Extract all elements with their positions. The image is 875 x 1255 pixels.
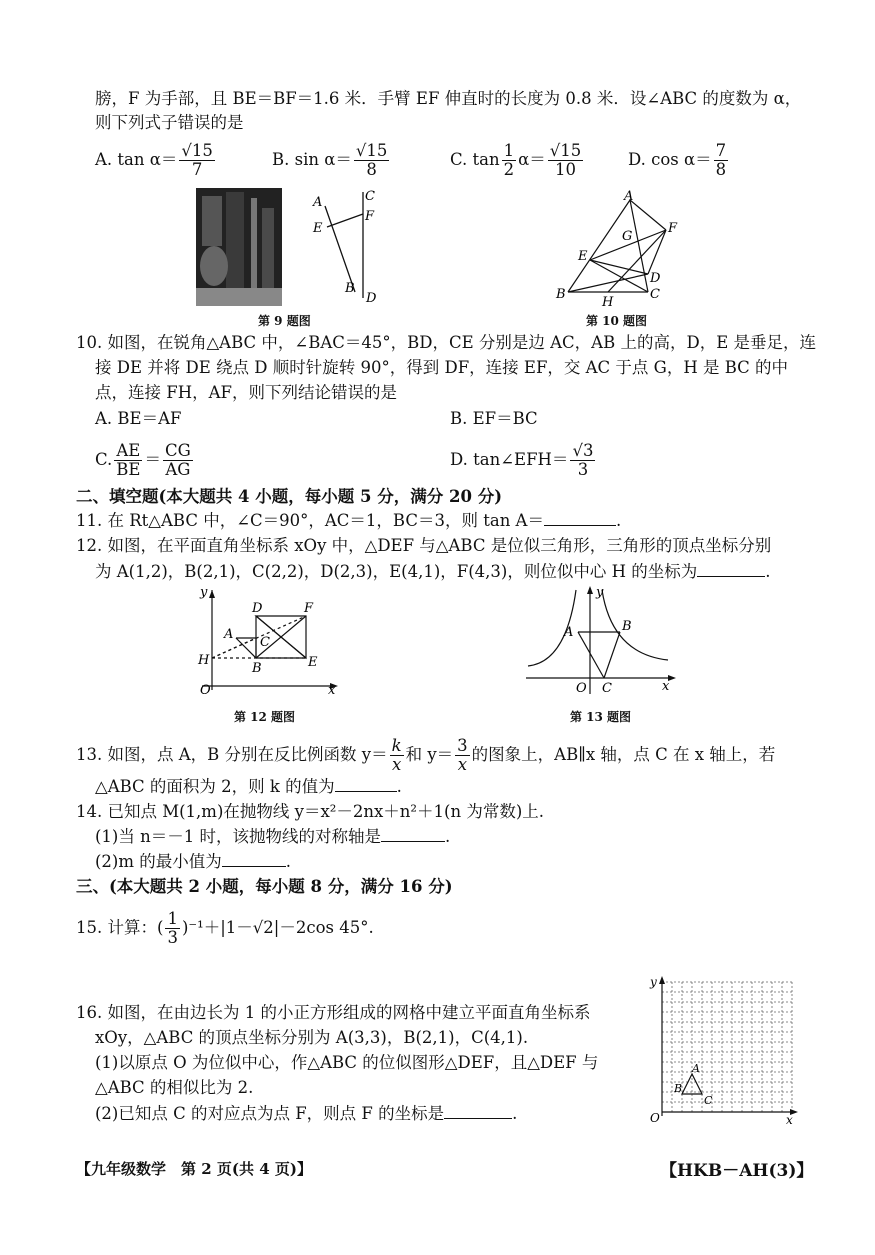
q12-label: y [200, 586, 208, 600]
q12-label: C [260, 635, 270, 650]
q13-right-curve [602, 590, 668, 660]
q9-photo [196, 188, 282, 306]
q12-label: B [252, 661, 262, 676]
q11-end: . [615, 511, 622, 530]
q16-label: B [674, 1082, 683, 1095]
q13-label: C [602, 681, 612, 696]
q9-option-b [272, 142, 391, 179]
q14-part1-blank[interactable] [381, 827, 445, 842]
q10-label: C [650, 287, 660, 302]
q10-label: A [624, 189, 634, 204]
fraction-denominator: 3 [167, 928, 178, 947]
q16-end: . [512, 1104, 518, 1123]
q9-option-a-fraction [179, 142, 215, 179]
q16-label: O [650, 1111, 660, 1124]
q16-line3: (1)以原点 O 为位似中心，作△ABC 的位似图形△DEF，且△DEF 与 [95, 1053, 599, 1072]
q16-answer-blank[interactable] [444, 1104, 512, 1119]
fraction-numerator: k [391, 736, 402, 755]
fraction-denominator: 10 [555, 160, 577, 179]
fraction-denominator: 3 [577, 460, 589, 479]
fraction-numerator: CG [164, 441, 191, 460]
q13-text-a: 13. 如图，点 A，B 分别在反比例函数 y＝ [76, 745, 388, 764]
q13-label: B [622, 619, 632, 634]
q12-line1: 12. 如图，在平面直角坐标系 xOy 中，△DEF 与△ABC 是位似三角形，三角形的顶点坐标分别 [76, 536, 772, 555]
fraction-numerator: √15 [181, 141, 213, 160]
q11-answer-blank[interactable] [544, 511, 616, 526]
q13-text-b: 和 y＝ [405, 745, 454, 764]
q12-label: F [304, 601, 314, 616]
q16-line2: xOy，△ABC 的顶点坐标分别为 A(3,3)，B(2,1)，C(4,1). [95, 1028, 529, 1047]
q9-option-d-label: D. cos α＝ [628, 150, 712, 169]
q9-option-b-fraction [354, 142, 390, 179]
q9-label: A [313, 195, 323, 210]
q13-label: A [564, 625, 574, 640]
q14-line3-text: (2)m 的最小值为 [95, 852, 222, 871]
q10-line2: 接 DE 并将 DE 绕点 D 顺时针旋转 90°，得到 DF，连接 EF，交 AC 于点 G，H 是 BC 的中 [95, 358, 789, 377]
q13-3-fraction [455, 737, 470, 774]
q10-option-c-frac2 [163, 442, 193, 479]
q13-label: y [596, 585, 604, 600]
q12-label: A [224, 627, 234, 642]
fraction-numerator: 7 [715, 141, 727, 160]
q14-end: . [445, 827, 451, 846]
q13-line1 [76, 737, 775, 774]
q10-label: G [622, 229, 633, 244]
fraction-denominator: 2 [503, 160, 515, 179]
q13-diagram [522, 584, 678, 698]
q9-label: B [345, 281, 355, 296]
q9-option-a-label: A. tan α＝ [95, 150, 178, 169]
q12-label: H [198, 653, 210, 668]
q16-grid-diagram [648, 974, 798, 1124]
q9-option-c [450, 142, 585, 179]
q9-label: C [365, 189, 375, 204]
q9-line2: 则下列式子错误的是 [95, 113, 244, 132]
q10-diagram [548, 188, 688, 310]
fraction-denominator: AG [165, 460, 191, 479]
q12-diagram [192, 586, 342, 698]
q10-option-d-fraction [570, 442, 595, 479]
fraction-numerator: AE [114, 442, 142, 461]
q11-text: 11. 在 Rt△ABC 中，∠C＝90°，AC＝1，BC＝3，则 tan A＝ [76, 511, 544, 530]
q12-label: E [308, 655, 318, 670]
q9-line1: 膀，F 为手部，且 BE＝BF＝1.6 米．手臂 EF 伸直时的长度为 0.8 米．设∠ABC 的度数为 α， [95, 89, 802, 108]
q12-figure-caption: 第 12 题图 [234, 710, 296, 724]
q16-label: A [692, 1062, 700, 1075]
fraction-numerator: √15 [549, 141, 582, 160]
q10-option-a: A. BE＝AF [95, 409, 182, 428]
q11-line [76, 510, 621, 532]
q12-end: . [765, 562, 771, 581]
q9-option-c-label: C. tan [450, 150, 500, 169]
q15-line [76, 910, 374, 947]
q10-option-c-frac1 [114, 442, 142, 479]
q13-end: . [396, 777, 402, 796]
q10-option-c-label: C. [95, 450, 113, 469]
q14-part2-blank[interactable] [222, 852, 286, 867]
fraction-denominator: BE [116, 460, 141, 479]
q10-label: E [578, 249, 588, 264]
fraction-numerator: 1 [503, 141, 515, 160]
fraction-numerator: √3 [572, 441, 594, 460]
q9-option-b-label: B. sin α＝ [272, 150, 352, 169]
q16-label: y [650, 975, 657, 989]
q9-label: E [313, 221, 323, 236]
q13-line2 [95, 776, 402, 798]
footer-right: 【HKB－AH(3)】 [660, 1161, 814, 1181]
q9-option-c-mid: α＝ [518, 150, 546, 169]
q15-fraction [165, 910, 180, 947]
q12-label: x [328, 683, 336, 698]
q12-label: O [200, 683, 211, 698]
q9-segment-ef [327, 214, 363, 227]
q10-option-c-equals: ＝ [144, 450, 161, 469]
q9-figure-caption: 第 9 题图 [258, 314, 311, 328]
q13-label: O [576, 681, 587, 696]
section-2-heading: 二、填空题(本大题共 4 小题，每小题 5 分，满分 20 分) [76, 487, 503, 506]
footer-left: 【九年级数学 第 2 页(共 4 页)】 [76, 1160, 312, 1178]
q10-line1: 10. 如图，在锐角△ABC 中，∠BAC＝45°，BD，CE 分别是边 AC，AB 上的高，D，E 是垂足，连 [76, 333, 816, 352]
q12-line2-text: 为 A(1,2)，B(2,1)，C(2,2)，D(2,3)，E(4,1)，F(4,3)，则位似中心 H 的坐标为 [95, 562, 698, 581]
q13-figure-caption: 第 13 题图 [570, 710, 632, 724]
fraction-denominator: 8 [715, 160, 727, 179]
q15-text-pre: 15. 计算：( [76, 918, 164, 937]
q9-option-a [95, 142, 217, 179]
q13-answer-blank[interactable] [335, 777, 397, 792]
q13-k-fraction [390, 737, 404, 774]
q9-diagram [305, 184, 385, 306]
q16-line5 [95, 1103, 517, 1125]
q13-line2-text: △ABC 的面积为 2，则 k 的值为 [95, 777, 335, 796]
q14-line3 [95, 851, 291, 873]
q16-line1: 16. 如图，在由边长为 1 的小正方形组成的网格中建立平面直角坐标系 [76, 1003, 591, 1022]
section-3-heading: 三、(本大题共 2 小题，每小题 8 分，满分 16 分) [76, 877, 453, 896]
q13-label: x [662, 679, 670, 694]
q14-end: . [285, 852, 292, 871]
q10-option-d [450, 442, 597, 479]
q9-label: F [365, 209, 375, 224]
q10-label: F [668, 221, 678, 236]
fraction-numerator: 1 [167, 909, 178, 928]
q9-option-c-half [502, 142, 517, 179]
q16-label: x [786, 1113, 793, 1124]
q14-line1: 14. 已知点 M(1,m)在抛物线 y＝x²－2nx＋n²＋1(n 为常数)上. [76, 802, 545, 821]
q10-label: H [602, 295, 614, 310]
q12-answer-blank[interactable] [697, 562, 765, 577]
fraction-numerator: √15 [355, 141, 388, 160]
q9-option-d-fraction [714, 142, 729, 179]
q10-label: B [556, 287, 566, 302]
q10-option-d-label: D. tan∠EFH＝ [450, 450, 569, 469]
q14-line2 [95, 826, 450, 848]
q9-photo-graphic [196, 188, 282, 306]
q10-figure-caption: 第 10 题图 [586, 314, 648, 328]
q13-text-c: 的图象上，AB∥x 轴，点 C 在 x 轴上，若 [471, 745, 776, 764]
fraction-denominator: 7 [191, 160, 203, 179]
fraction-denominator: x [457, 755, 468, 774]
q9-option-d [628, 142, 730, 179]
q10-line3: 点，连接 FH，AF，则下列结论错误的是 [95, 383, 397, 402]
q16-line5-text: (2)已知点 C 的对应点为点 F，则点 F 的坐标是 [95, 1104, 445, 1123]
q12-line2 [95, 561, 770, 583]
fraction-numerator: 3 [457, 736, 468, 755]
q10-option-c [95, 442, 195, 479]
q16-line4: △ABC 的相似比为 2. [95, 1078, 254, 1097]
q16-label: C [704, 1094, 713, 1107]
q12-label: D [252, 601, 263, 616]
q10-option-b: B. EF＝BC [450, 409, 538, 428]
fraction-denominator: x [391, 755, 402, 774]
q9-option-c-fraction [548, 142, 584, 179]
q10-label: D [650, 271, 661, 286]
q15-text-post: )⁻¹＋|1－√2|－2cos 45°. [181, 918, 374, 937]
fraction-denominator: 8 [366, 160, 377, 179]
q14-line2-text: (1)当 n＝－1 时，该抛物线的对称轴是 [95, 827, 381, 846]
q9-label: D [366, 291, 377, 306]
